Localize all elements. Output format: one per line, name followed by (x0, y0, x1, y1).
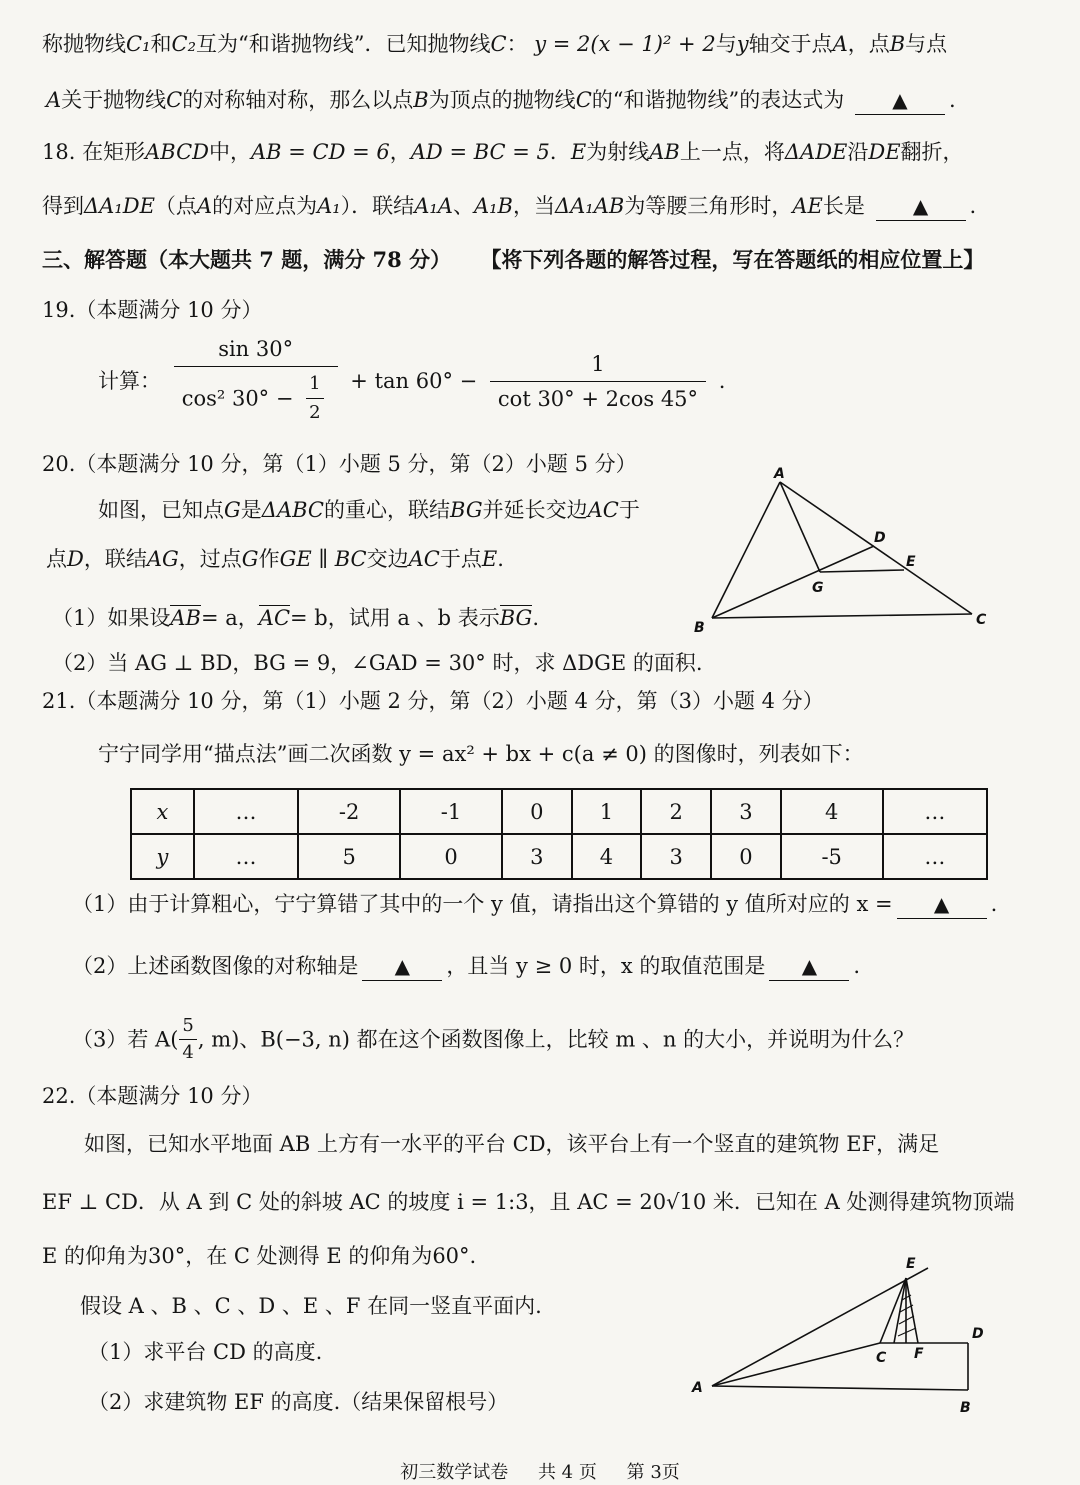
q18-line-2 (42, 192, 976, 221)
text: 并延长交边 (482, 498, 588, 522)
table-cell: 1 (572, 789, 642, 834)
denominator: cot 30° + 2cos 45° (497, 386, 699, 411)
text: A₁A (414, 194, 453, 218)
q20-heading: 20.（本题满分 10 分，第（1）小题 5 分，第（2）小题 5 分） (42, 452, 637, 476)
text: 交边 (366, 547, 409, 571)
text: 计算： (98, 369, 161, 393)
blank-marker-icon: ▲ (933, 892, 950, 916)
q22-para-1: 如图，已知水平地面 AB 上方有一水平的平台 CD，该平台上有一个竖直的建筑物 EF，满足 (84, 1132, 940, 1156)
text: ，点 (847, 32, 890, 56)
fraction-five-quarters (179, 1014, 196, 1065)
table-cell: -5 (781, 834, 883, 879)
text: BG (450, 498, 483, 522)
table-cell: 0 (400, 834, 502, 879)
q22-sub-2: （2）求建筑物 EF 的高度.（结果保留根号） (88, 1390, 509, 1414)
denominator (174, 367, 338, 426)
section-title: 三、解答题（本大题共 7 题，满分 78 分） (42, 247, 452, 272)
table-cell: -2 (298, 789, 400, 834)
section-3-header (42, 246, 984, 274)
denominator: 4 (182, 1042, 194, 1063)
text: 点 (46, 547, 67, 571)
answer-blank[interactable] (876, 192, 966, 221)
segment-ge (820, 570, 904, 572)
denominator: 2 (309, 402, 321, 423)
sightline-ae (712, 1268, 928, 1386)
table-cell: 4 (781, 789, 883, 834)
text: ΔA₁AB (554, 194, 625, 218)
vector-bg: BG (499, 606, 533, 630)
table-cell: 3 (711, 789, 781, 834)
label-f: F (914, 1346, 924, 1362)
table-cell: … (883, 834, 987, 879)
label-a: A (692, 1380, 703, 1396)
numerator: 1 (306, 371, 323, 399)
text: C (575, 88, 592, 112)
table-cell: 2 (641, 789, 711, 834)
text: （2）上述函数图像的对称轴是 (72, 954, 359, 978)
slope-ac (712, 1343, 880, 1386)
label-c: C (976, 612, 987, 628)
fraction-half (306, 371, 323, 426)
text: DE (868, 140, 901, 164)
parabola-equation: y = 2(x − 1)² + 2 (534, 32, 716, 56)
answer-blank[interactable] (769, 952, 849, 981)
text: AD = BC = 5 (410, 140, 550, 164)
text: 为射线 (586, 140, 650, 164)
q20-sub-2: （2）当 AG ⊥ BD，BG = 9，∠GAD = 30° 时，求 ΔDGE 的面积. (52, 651, 703, 675)
table-cell: … (194, 789, 298, 834)
table-cell: 0 (711, 834, 781, 879)
label-e: E (906, 1256, 916, 1272)
q21-sub-1: （1）由于计算粗心，宁宁算错了其中的一个 y 值，请指出这个算错的 y 值所对应的 x = ▲ . (72, 890, 997, 919)
label-a: A (774, 466, 785, 482)
text: 的“和谐抛物线”的表达式为 (591, 88, 845, 112)
table-header-x: x (131, 789, 194, 834)
question-number: 18. (42, 140, 76, 164)
text: ΔABC (261, 498, 325, 522)
text: ，且当 y ≥ 0 时，x 的取值范围是 (446, 954, 766, 978)
exam-name: 初三数学试卷 (400, 1462, 509, 1483)
blank-marker-icon: ▲ (394, 954, 411, 978)
q17-line-1 (42, 30, 947, 58)
label-b: B (960, 1400, 971, 1416)
text: 为等腰三角形时， (624, 194, 793, 218)
table-row-y (131, 834, 987, 879)
text: D (67, 547, 84, 571)
text: 于点 (439, 547, 482, 571)
building-slope-figure (684, 1250, 1004, 1420)
text: AB = CD = 6 (251, 140, 390, 164)
text: 长是 (822, 194, 865, 218)
text: C₂ (171, 32, 196, 56)
label-b: B (694, 620, 705, 636)
text: G (241, 547, 259, 571)
text: （3）若 A( (72, 1027, 179, 1052)
text: B (413, 88, 429, 112)
hatch-line (898, 1328, 916, 1336)
text: 米．已知在 A 处测得建筑物顶端 (706, 1190, 1015, 1214)
text: . (718, 369, 726, 393)
numerator: 5 (179, 1014, 196, 1040)
text: C (490, 32, 507, 56)
text: . (948, 88, 956, 112)
text: ΔADE (784, 140, 848, 164)
table-cell: 3 (641, 834, 711, 879)
text: 于 (618, 498, 640, 522)
text: ． (549, 140, 571, 164)
q22-sub-1: （1）求平台 CD 的高度. (88, 1340, 323, 1364)
text: A (46, 88, 62, 112)
text: 与 (715, 32, 737, 56)
text: 得到 (42, 194, 84, 218)
text: A (196, 194, 213, 218)
text: B (889, 32, 906, 56)
text: cos² 30° − (181, 386, 294, 411)
text: AC (408, 547, 440, 571)
label-c: C (876, 1350, 887, 1366)
blank-marker-icon: ▲ (801, 954, 818, 978)
label-g: G (812, 580, 824, 596)
building-side (906, 1278, 918, 1343)
answer-blank[interactable] (362, 952, 442, 981)
text: ABCD (145, 140, 209, 164)
numerator: 1 (490, 351, 706, 382)
segment-bd (712, 546, 874, 618)
text: A₁ (317, 194, 341, 218)
text: 的对应点为 (212, 194, 318, 218)
q20-para-2 (46, 545, 504, 573)
text: ΔA₁DE (84, 194, 155, 218)
q22-para-3: E 的仰角为30°，在 C 处测得 E 的仰角为60°. (42, 1244, 477, 1268)
q22-heading: 22.（本题满分 10 分） (42, 1084, 263, 1108)
blank-marker-icon: ▲ (892, 88, 908, 112)
text: ）．联结 (340, 194, 415, 218)
vector-ac: AC (258, 606, 291, 630)
text: 和 (150, 32, 172, 56)
text: 与点 (905, 32, 948, 56)
text: 关于抛物线 (61, 88, 167, 112)
text: ，当 (512, 194, 555, 218)
text: 沿 (847, 140, 869, 164)
text: G (224, 498, 241, 522)
answer-blank[interactable] (897, 890, 987, 919)
text: C (166, 88, 183, 112)
page-total: 共 4 页 (537, 1462, 597, 1483)
edge-bc (712, 614, 972, 618)
ground-ab (712, 1386, 968, 1390)
text: AE (792, 194, 823, 218)
q21-sub-3 (72, 1014, 914, 1065)
q18-line-1 (42, 138, 964, 166)
text: 是 (240, 498, 262, 522)
text: ， (389, 140, 411, 164)
vector-ab: AB (170, 606, 201, 630)
fraction-cot-cos (490, 351, 706, 412)
text: E (481, 547, 498, 571)
q19-heading: 19.（本题满分 10 分） (42, 298, 263, 322)
text: ，联结 (83, 547, 147, 571)
section-note: 【将下列各题的解答过程，写在答题纸的相应位置上】 (480, 247, 985, 272)
answer-blank[interactable] (855, 86, 945, 115)
label-e: E (906, 554, 916, 570)
q17-line-2 (46, 86, 956, 115)
text: 中， (209, 140, 251, 164)
text: 称抛物线 (42, 32, 126, 56)
triangle-abc-figure (690, 462, 1000, 642)
fraction-sin-cos (174, 336, 338, 426)
text: = a， (200, 606, 259, 630)
table-cell: -1 (400, 789, 502, 834)
page-footer (0, 1458, 1080, 1484)
text: ： (506, 32, 528, 56)
text: AB (649, 140, 680, 164)
text: 如图，已知点 (98, 498, 224, 522)
text: 的对称轴对称，那么以点 (182, 88, 414, 112)
q21-intro: 宁宁同学用“描点法”画二次函数 y = ax² + bx + c(a ≠ 0) 的图像时，列表如下： (98, 742, 864, 766)
table-cell: 3 (502, 834, 572, 879)
blank-marker-icon: ▲ (912, 194, 929, 218)
table-cell: … (194, 834, 298, 879)
text: C₁ (126, 32, 151, 56)
edge-ab (712, 482, 780, 618)
text: 的重心，联结 (324, 498, 451, 522)
text: 互为“和谐抛物线”．已知抛物线 (196, 32, 491, 56)
numerator: sin 30° (174, 336, 338, 367)
table-cell: 0 (502, 789, 572, 834)
text: AC (587, 498, 619, 522)
text: E (570, 140, 587, 164)
text: + tan 60° − (350, 369, 478, 393)
q20-para-1 (98, 496, 640, 524)
text: 为顶点的抛物线 (428, 88, 576, 112)
text: （1）如果设 (52, 606, 171, 630)
text: GE ∥ BC (279, 547, 367, 571)
text: （1）由于计算粗心，宁宁算错了其中的一个 y 值，请指出这个算错的 y 值所对应的 x = (72, 892, 893, 916)
text: A₁B (473, 194, 513, 218)
table-row-x (131, 789, 987, 834)
text: EF ⊥ CD．从 A 到 C 处的斜坡 AC 的坡度 i = 1:3，且 AC = 20 (42, 1190, 667, 1214)
value-table (130, 788, 988, 880)
text: 作 (258, 547, 280, 571)
q22-para-2 (42, 1188, 1014, 1216)
text: A (832, 32, 848, 56)
text: ，过点 (178, 547, 242, 571)
label-d: D (874, 530, 886, 546)
text: . (497, 547, 504, 571)
text: , m)、B(−3, n) 都在这个函数图像上，比较 m 、n 的大小，并说明为什么？ (197, 1027, 915, 1052)
table-cell: … (883, 789, 987, 834)
table-header-y: y (131, 834, 194, 879)
label-d: D (972, 1326, 984, 1342)
sqrt-ten: √10 (666, 1190, 707, 1214)
text: AG (146, 547, 179, 571)
text: （点 (154, 194, 197, 218)
text: 在矩形 (82, 140, 146, 164)
text: = b，试用 a 、b 表示 (290, 606, 500, 630)
q20-sub-1 (52, 604, 539, 632)
text: 翻折， (900, 140, 964, 164)
text: 轴交于点 (748, 32, 833, 56)
q21-heading: 21.（本题满分 10 分，第（1）小题 2 分，第（2）小题 4 分，第（3）小题 4 分） (42, 689, 824, 713)
text: . (532, 606, 540, 630)
table-cell: 5 (298, 834, 400, 879)
q21-sub-2: （2）上述函数图像的对称轴是 ▲ ，且当 y ≥ 0 时，x 的取值范围是 ▲ . (72, 952, 860, 981)
text: . (969, 194, 977, 218)
table-cell: 4 (572, 834, 642, 879)
q22-para-4: 假设 A 、B 、C 、D 、E 、F 在同一竖直平面内. (80, 1294, 542, 1318)
q19-expression (98, 336, 725, 426)
page-number: 第 3页 (626, 1462, 680, 1483)
text: 、 (452, 194, 474, 218)
text: 上一点，将 (679, 140, 785, 164)
text: y (736, 32, 749, 56)
